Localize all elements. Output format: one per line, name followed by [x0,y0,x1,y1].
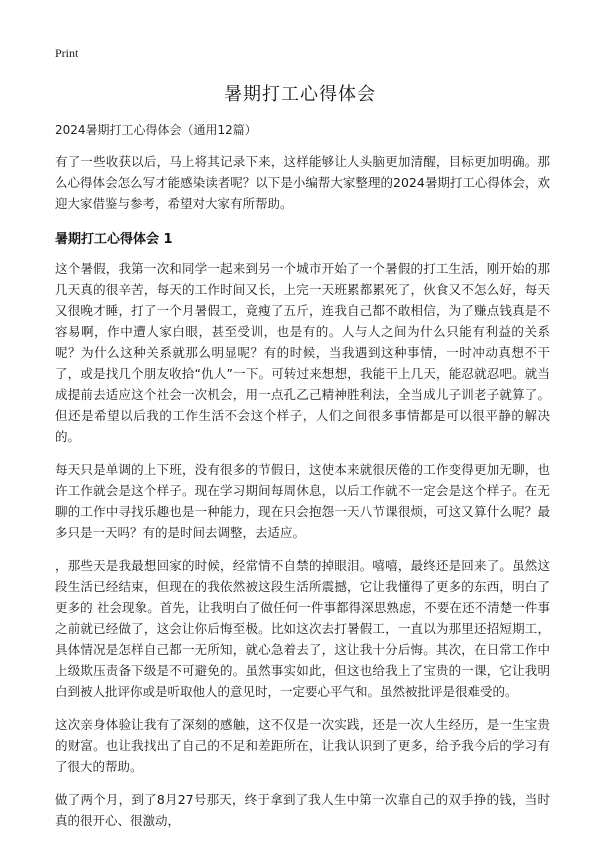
paragraph-2: 每天只是单调的上下班，没有很多的节假日，这使本来就很厌倦的工作变得更加无聊，也许工作就会是这个样子。现在学习期间每周休息，以后工作就不一定会是这个样子。在无聊的工作中寻找乐趣也是一种能力，现在只会抱怨一天八节课很烦，可这又算什么呢？最多只是一天吗？有的是时间去调整，去适应。 [55,462,550,540]
intro-paragraph: 有了一些收获以后，马上将其记录下来，这样能够让人头脑更加清醒，目标更加明确。那么心得体会怎么写才能感染读者呢？以下是小编帮大家整理的2024暑期打工心得体会，欢迎大家借鉴与参考，希望对大家有所帮助。 [55,154,550,211]
article-body [55,121,550,843]
paragraph-1: 这个暑假，我第一次和同学一起来到另一个城市开始了一个暑假的打工生活，刚开始的那几天真的很辛苦，每天的工作时间又长，上完一天班累都累死了，伙食又不怎么好，每天又很晚才睡，打了一个月暑假工，竟瘦了五斤，连我自己都不敢相信，为了赚点钱真是不容易啊，作中遭人家白眼，甚至受训，也是有的。人与人之间为什么只能有利益的关系呢？为什么这种关系就那么明显呢？有的时候，当我遇到这种事情，一时冲动真想不干了，或是找几个朋友收拾“仇人”一下。可转过来想想，我能干上几天，能忍就忍吧。就当成提前去适应这个社会一次机会，用一点孔乙己精神胜利法，全当成儿子训老子就算了。但还是希望以后我的工作生活不会这个样子，人们之间很多事情都是可以很平静的解决的。 [55,261,550,444]
section-heading: 暑期打工心得体会 1 [55,232,173,247]
page-title: 暑期打工心得体会 [224,84,376,105]
paragraph-4: 这次亲身体验让我有了深刻的感触，这不仅是一次实践，还是一次人生经历，是一生宝贵的财富。也让我找出了自己的不足和差距所在，让我认识到了更多，给予我今后的学习有了很大的帮助。 [55,717,550,774]
article-subtitle: 2024暑期打工心得体会（通用12篇） [55,123,257,137]
print-link[interactable]: Print [55,46,79,60]
paragraph-3: ，那些天是我最想回家的时候，经常情不自禁的掉眼泪。嘻嘻，最终还是回来了。虽然这段生活已经结束，但现在的我依然被这段生活所震撼，它让我懂得了更多的东西，明白了更多的 社会现象。首先，让我明白了做任何一件事都得深思熟虑，不要在还不清楚一件事之前就已经做了，这会让你后悔至极。比如这次去打暑假工，一直以为那里还招短期工，具体情况是怎样自己都一无所知，就心急着去了，这让我十分后悔。其次，在日常工作中上级欺压责备下级是不可避免的。虽然事实如此，但这也给我上了宝贵的一课，它让我明白到被人批评你或是听取他人的意见时，一定要心平气和。虽然被批评是很难受的。 [55,558,550,699]
paragraph-5: 做了两个月，到了8月27号那天，终于拿到了我人生中第一次靠自己的双手挣的钱，当时真的很开心、很激动， [55,792,550,828]
